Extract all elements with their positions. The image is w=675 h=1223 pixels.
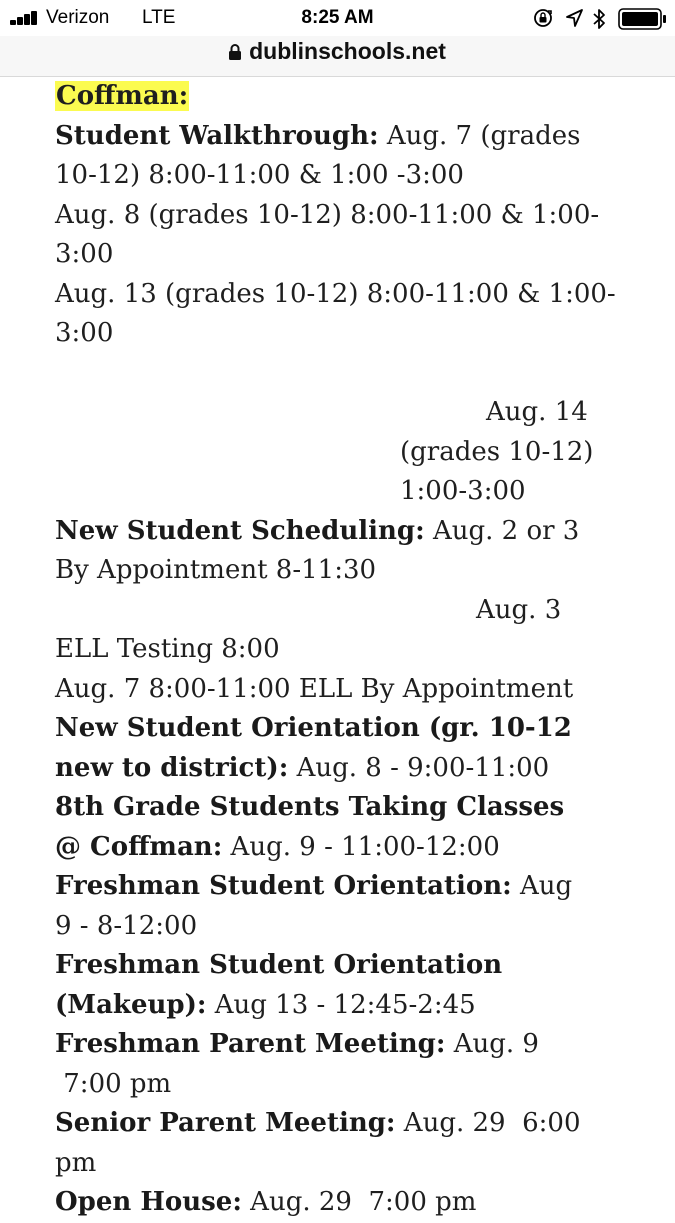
status-bar — [0, 0, 675, 36]
schedule-line: Aug. 3 — [476, 594, 562, 625]
schedule-line: Aug. 13 (grades 10-12) 8:00-11:00 & 1:00- — [55, 278, 616, 309]
school-heading — [55, 77, 615, 117]
schedule-line: new to district): Aug. 8 - 9:00-11:00 — [55, 752, 550, 783]
schedule-line: Aug. 7 8:00-11:00 ELL By Appointment — [55, 673, 574, 704]
schedule-line: 3:00 — [55, 239, 114, 269]
schedule-line: 7:00 pm — [55, 1068, 172, 1099]
schedule-line: pm — [55, 1147, 97, 1178]
schedule-line: New Student Scheduling: Aug. 2 or 3 — [55, 515, 580, 546]
schedule-line: 1:00-3:00 — [400, 476, 526, 506]
schedule-line: 3:00 — [55, 318, 114, 348]
site-domain[interactable]: dublinschools.net — [249, 38, 446, 64]
status-time: 8:25 AM — [301, 7, 374, 28]
bluetooth-icon — [592, 8, 606, 30]
schedule-line: Aug. 8 (grades 10-12) 8:00-11:00 & 1:00- — [55, 199, 600, 230]
schedule-line: Freshman Parent Meeting: Aug. 9 — [55, 1029, 539, 1059]
battery-icon — [618, 8, 668, 30]
schedule-line: @ Coffman: Aug. 9 - 11:00-12:00 — [55, 831, 500, 862]
schedule-line: Freshman Student Orientation: Aug — [55, 871, 573, 901]
location-arrow-icon — [566, 8, 583, 28]
schedule-line: (grades 10-12) — [400, 436, 594, 467]
schedule-line: 9 - 8-12:00 — [55, 910, 198, 941]
schedule-line: Open House: Aug. 29 7:00 pm — [55, 1187, 477, 1217]
schedule-line: 10-12) 8:00-11:00 & 1:00 -3:00 — [55, 160, 464, 190]
schedule-line: 8th Grade Students Taking Classes — [55, 792, 565, 822]
network-type: LTE — [142, 7, 176, 28]
schedule-line: New Student Orientation (gr. 10-12 — [55, 713, 572, 743]
article-body — [55, 77, 615, 1223]
orientation-lock-icon — [533, 8, 553, 28]
schedule-line: Aug. 14 — [486, 397, 588, 427]
address-bar[interactable] — [0, 36, 675, 77]
highlighted-heading: Coffman: — [56, 81, 189, 111]
schedule-line: (Makeup): Aug 13 - 12:45-2:45 — [55, 989, 476, 1020]
schedule-line: ELL Testing 8:00 — [55, 634, 280, 664]
lock-icon — [229, 44, 241, 60]
schedule-line: Student Walkthrough: Aug. 7 (grades — [55, 120, 581, 151]
schedule-line: Senior Parent Meeting: Aug. 29 6:00 — [55, 1108, 581, 1138]
schedule-line: By Appointment 8-11:30 — [55, 555, 377, 585]
schedule-line: Freshman Student Orientation — [55, 950, 503, 980]
blank-line — [55, 354, 615, 394]
carrier-name: Verizon — [46, 7, 110, 28]
